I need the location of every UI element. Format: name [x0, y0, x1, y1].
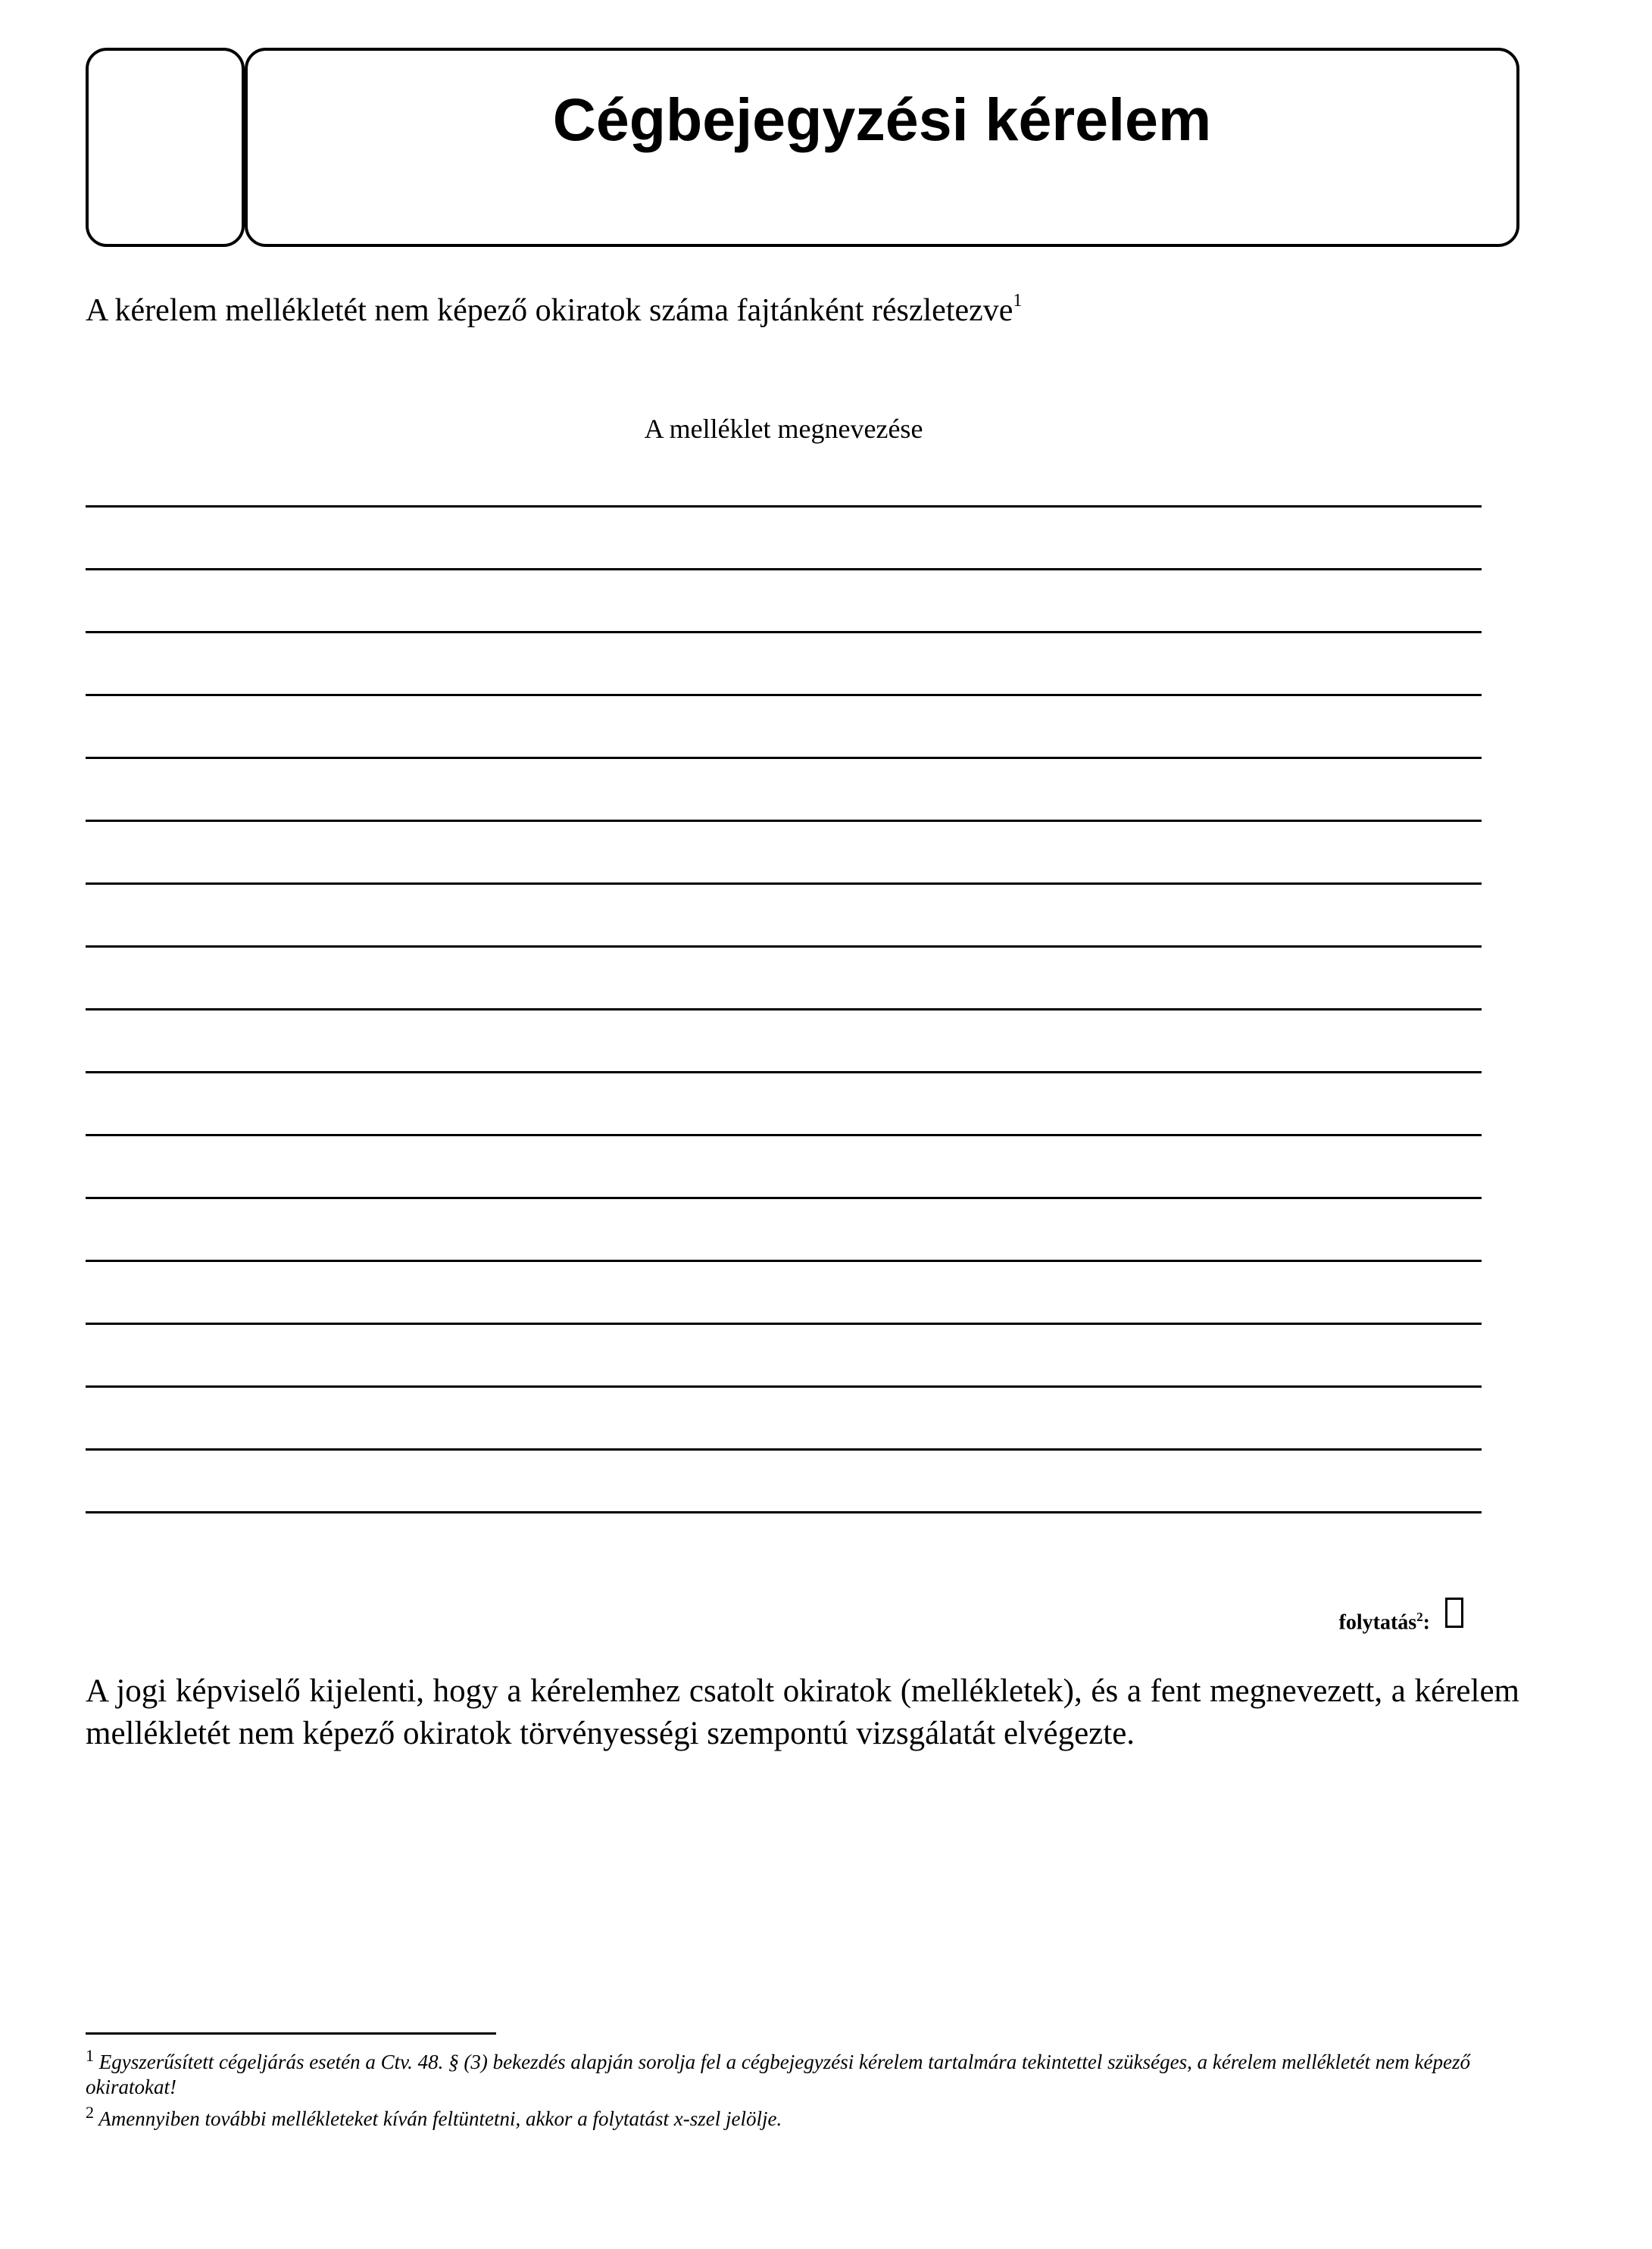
footnotes: [86, 2043, 1519, 2132]
attachment-entry-line[interactable]: [86, 631, 1482, 694]
attachment-entry-line[interactable]: [86, 882, 1482, 945]
footnote-1: [86, 2043, 1519, 2100]
attachment-list: [86, 505, 1482, 1574]
attachment-entry-line[interactable]: [86, 757, 1482, 820]
attachment-entry-line[interactable]: [86, 945, 1482, 1008]
footnote-2: [86, 2100, 1519, 2132]
attachment-entry-line[interactable]: [86, 820, 1482, 882]
continuation-label: [1339, 1610, 1430, 1635]
header-side-box: [86, 48, 245, 247]
attachment-entry-line[interactable]: [86, 1134, 1482, 1197]
continuation-colon: :: [1422, 1610, 1430, 1635]
continuation-checkbox[interactable]: [1445, 1598, 1463, 1628]
footnote-number: 2: [86, 2103, 94, 2122]
intro-text: [86, 292, 1022, 330]
attachment-entry-line[interactable]: [86, 1197, 1482, 1260]
footnote-ref-2: 2: [1416, 1610, 1423, 1624]
attachment-entry-line[interactable]: [86, 1071, 1482, 1134]
attachment-entry-line[interactable]: [86, 1385, 1482, 1448]
footnote-ref-1: 1: [1013, 291, 1023, 311]
attachment-entry-line[interactable]: [86, 1511, 1482, 1574]
attachment-entry-line[interactable]: [86, 568, 1482, 631]
footnote-number: 1: [86, 2046, 94, 2065]
attachment-entry-line[interactable]: [86, 1323, 1482, 1385]
footnote-divider: [86, 2032, 496, 2035]
intro-label: A kérelem mellékletét nem képező okiratok száma fajtánként részletezve: [86, 293, 1013, 328]
continuation-text: folytatás: [1338, 1610, 1417, 1635]
attachment-entry-line[interactable]: [86, 505, 1482, 568]
legal-statement: A jogi képviselő kijelenti, hogy a kérelemhez csatolt okiratok (mellékletek), és a fent megnevezett, a kérelem mellékletét nem képező okiratok törvényességi szempontú vizsgálatát elvégezte.: [86, 1673, 1519, 1751]
attachment-entry-line[interactable]: [86, 694, 1482, 757]
footnote-text: Amennyiben további mellékleteket kíván feltüntetni, akkor a folytatást x-szel jelölje.: [98, 2107, 782, 2130]
attachment-entry-line[interactable]: [86, 1448, 1482, 1511]
attachment-name-header: A melléklet megnevezése: [644, 414, 923, 444]
page-title: Cégbejegyzési kérelem: [552, 86, 1212, 153]
attachment-entry-line[interactable]: [86, 1008, 1482, 1071]
attachment-entry-line[interactable]: [86, 1260, 1482, 1323]
footnote-text: Egyszerűsített cégeljárás esetén a Ctv. 48. § (3) bekezdés alapján sorolja fel a cégbejegyzési kérelem tartalmára tekintettel szükséges, a kérelem mellékletét nem képező okiratokat!: [86, 2051, 1470, 2098]
